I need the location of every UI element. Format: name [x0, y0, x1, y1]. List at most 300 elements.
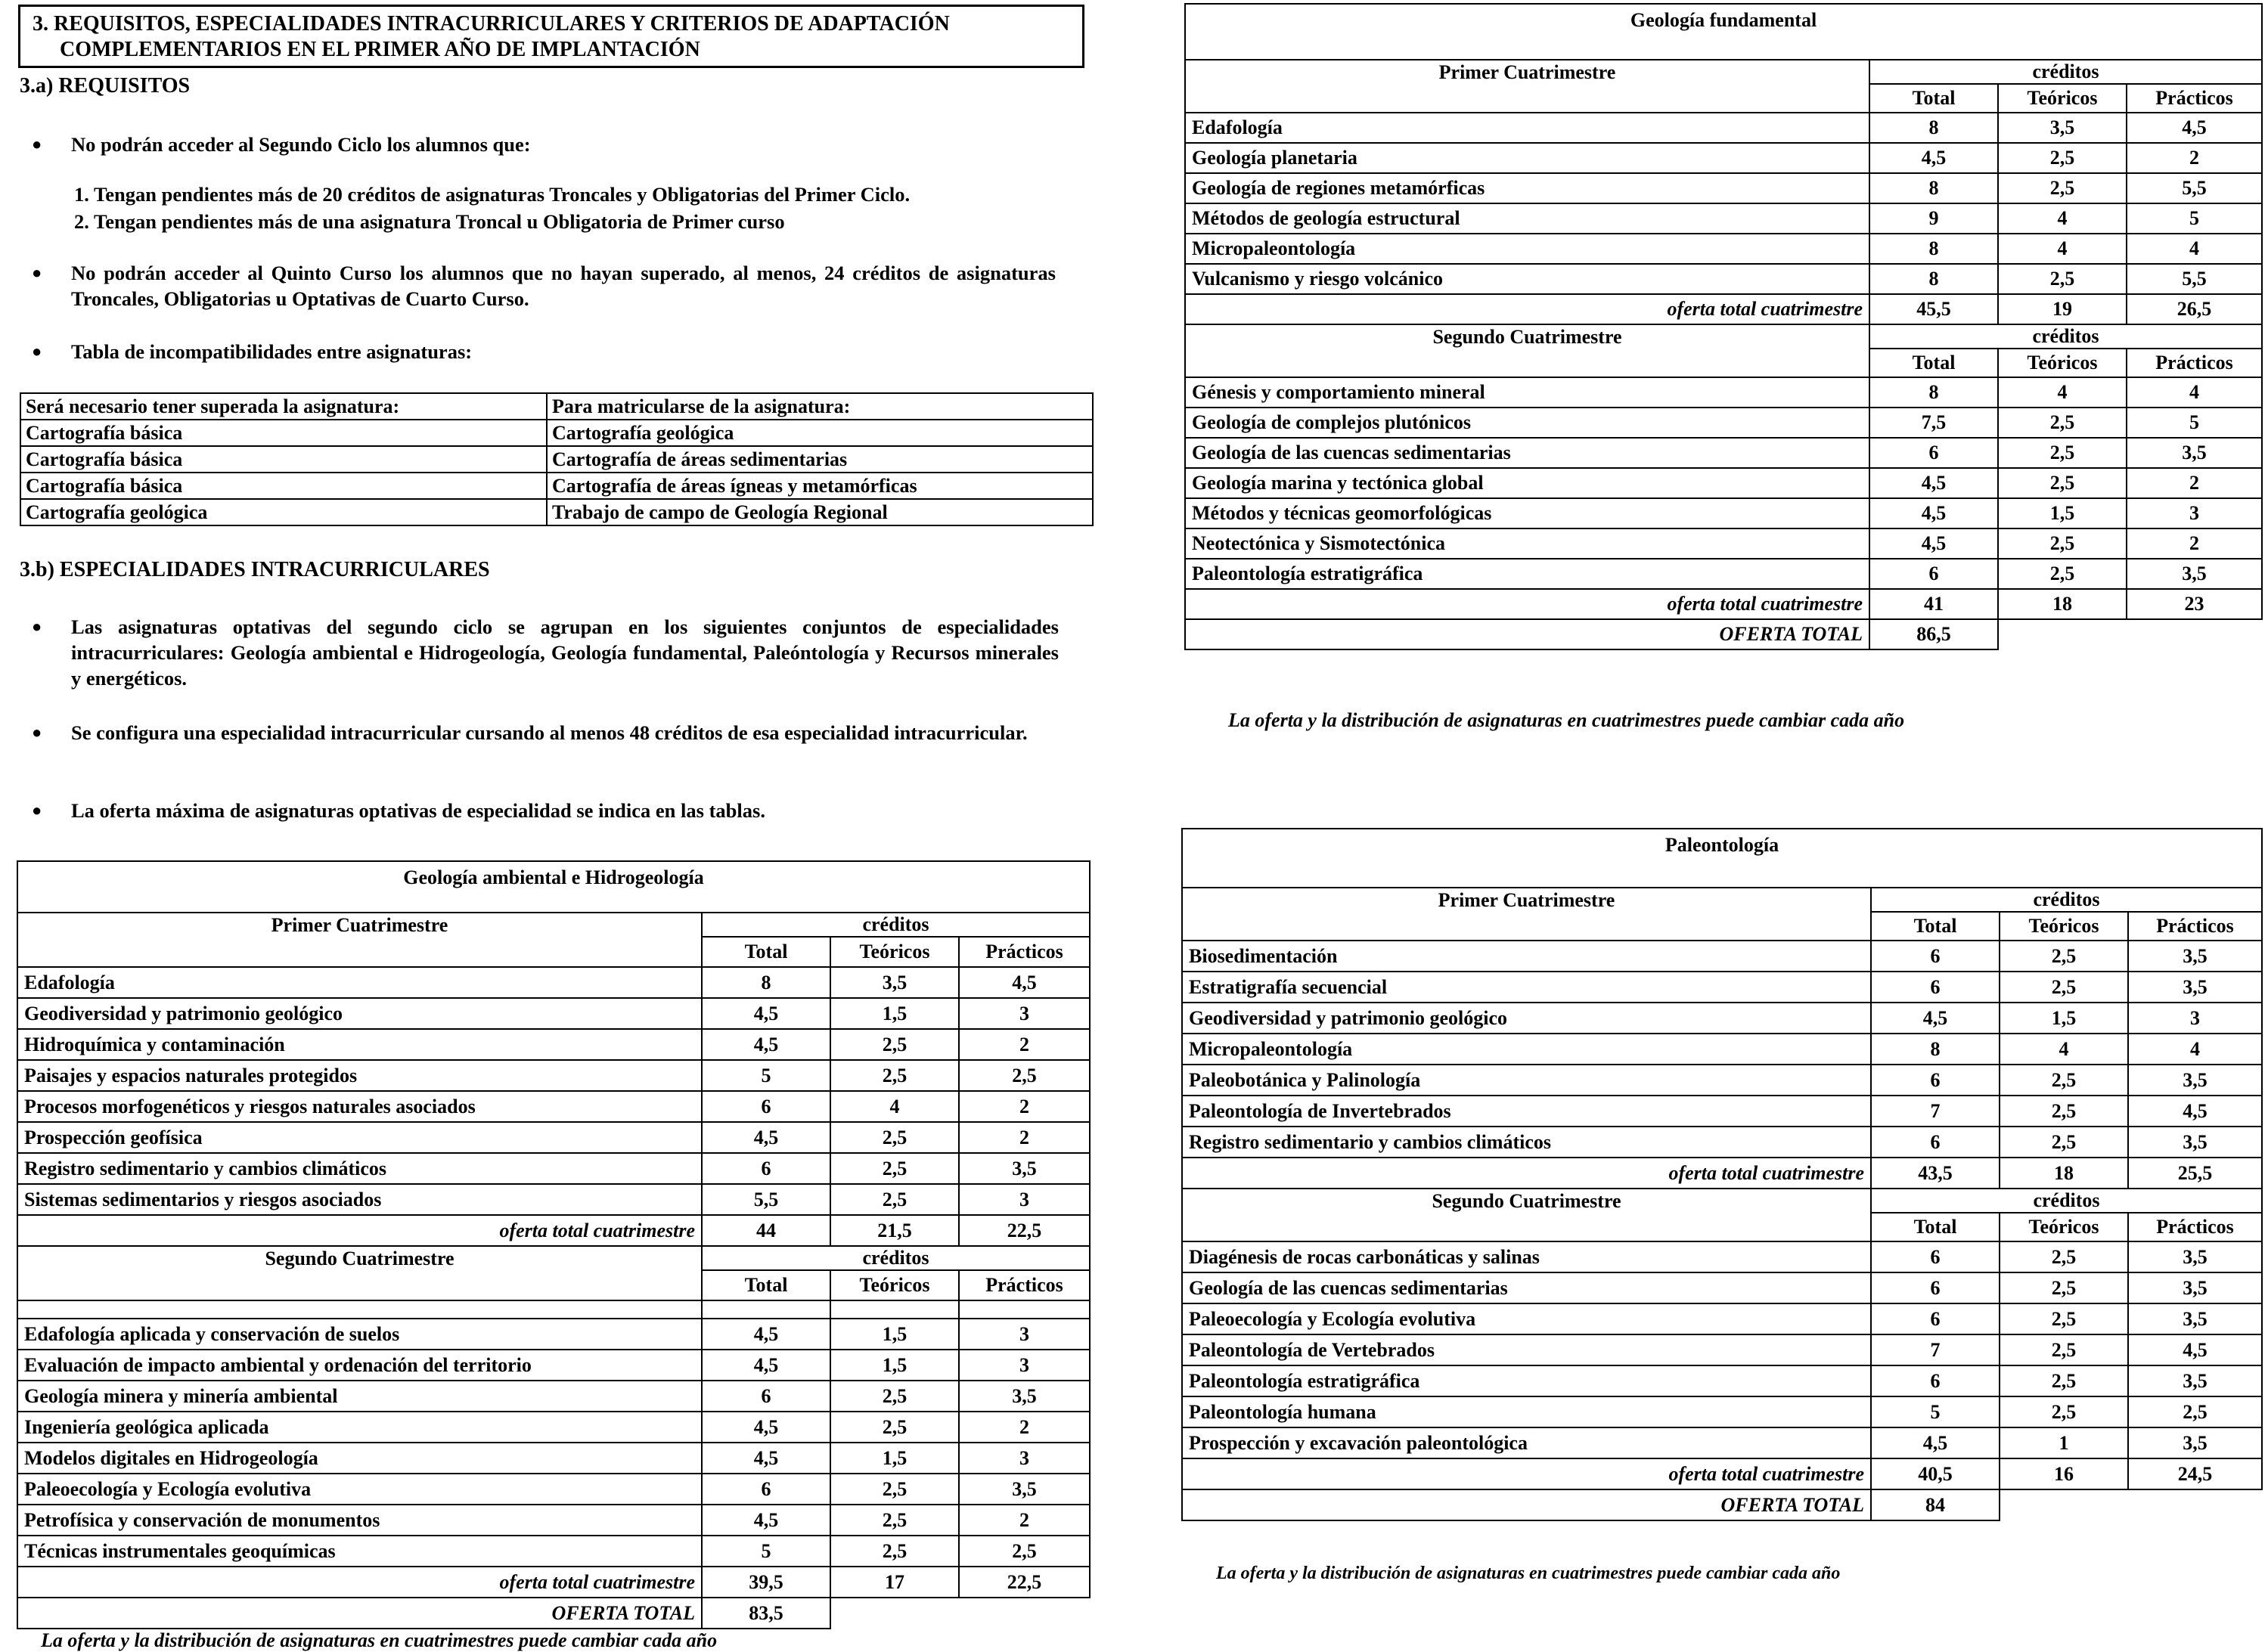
- credit-practicos: 2,5: [959, 1536, 1090, 1567]
- subject-name: Geología de las cuencas sedimentarias: [1185, 438, 1869, 468]
- table-row: [1185, 173, 2262, 203]
- note-fundamental: La oferta y la distribución de asignaturas en cuatrimestres puede cambiar cada año: [1228, 709, 1905, 731]
- oferta-cuatrimestre-label: oferta total cuatrimestre: [1185, 589, 1869, 619]
- bullet-dot: ●: [32, 723, 42, 742]
- table-row: [1185, 143, 2262, 173]
- credit-teoricos: 2,5: [1998, 468, 2127, 498]
- subject-name: Paleobotánica y Palinología: [1182, 1065, 1871, 1096]
- table-row: [17, 1153, 1090, 1184]
- credit-practicos: 2: [2127, 528, 2262, 559]
- credit-teoricos: 1,5: [1998, 498, 2127, 528]
- requisitos-bullet-2: ● No podrán acceder al Quinto Curso los alumnos que no hayan superado, al menos, 24 créditos de asignaturas Troncales, Obligatorias u Optativas de Cuarto Curso.: [32, 262, 1056, 310]
- credit-practicos: 2,5: [959, 1060, 1090, 1091]
- subject-name: Génesis y comportamiento mineral: [1185, 377, 1869, 408]
- oferta-cuatrimestre-total: 40,5: [1871, 1458, 2000, 1489]
- subject-name: Edafología aplicada y conservación de suelos: [17, 1319, 702, 1350]
- oferta-cuatrimestre-total: 39,5: [702, 1567, 830, 1598]
- credit-total: 6: [1871, 972, 2000, 1003]
- credit-teoricos: 2,5: [830, 1474, 959, 1505]
- credit-practicos: 3: [959, 1350, 1090, 1381]
- section-title-box: [18, 5, 1084, 68]
- credit-teoricos: 4: [1998, 234, 2127, 264]
- table-row: [17, 1319, 1090, 1350]
- oferta-cuatrimestre-practicos: 25,5: [2128, 1158, 2262, 1189]
- table-cell: Cartografía básica: [20, 420, 547, 446]
- table-row: [17, 913, 1090, 937]
- table-cell: Trabajo de campo de Geología Regional: [547, 499, 1093, 525]
- col-header-total: Total: [702, 1270, 830, 1300]
- empty-cell: [2000, 1489, 2128, 1520]
- creditos-label: créditos: [702, 1246, 1090, 1270]
- credit-practicos: 3,5: [2127, 559, 2262, 589]
- table-row: [1182, 1272, 2262, 1303]
- subject-name: Geología planetaria: [1185, 143, 1869, 173]
- bullet-dot: ●: [32, 263, 42, 282]
- note-ambiental: La oferta y la distribución de asignaturas en cuatrimestres puede cambiar cada año: [41, 1629, 718, 1651]
- table-row: [20, 420, 1093, 446]
- table-header-cell: Para matricularse de la asignatura:: [547, 393, 1093, 420]
- table-row: [17, 1350, 1090, 1381]
- subject-name: Geología de complejos plutónicos: [1185, 408, 1869, 438]
- credit-practicos: 3,5: [2128, 1272, 2262, 1303]
- subject-name: Paleoecología y Ecología evolutiva: [17, 1474, 702, 1505]
- credit-practicos: 3,5: [2128, 1065, 2262, 1096]
- credit-teoricos: 2,5: [2000, 1365, 2128, 1396]
- table-row: [20, 473, 1093, 499]
- credit-teoricos: 4: [1998, 377, 2127, 408]
- especialidades-bullet-1: ● Las asignaturas optativas del segundo ciclo se agrupan en los siguientes conjuntos de especialidades intracurriculares: Geología ambiental e Hidrogeología, Geología fundamental, Paleóntología y Recursos minerales y energéticos.: [32, 615, 1059, 690]
- table-row: [17, 1474, 1090, 1505]
- credit-teoricos: 4: [1998, 203, 2127, 234]
- table-row: [20, 393, 1093, 420]
- oferta-total-label: OFERTA TOTAL: [17, 1598, 702, 1629]
- credit-total: 7: [1871, 1096, 2000, 1127]
- subject-name: Métodos de geología estructural: [1185, 203, 1869, 234]
- subject-name: Geología marina y tectónica global: [1185, 468, 1869, 498]
- credit-total: 4,5: [702, 998, 830, 1029]
- subject-name: Paleontología de Vertebrados: [1182, 1334, 1871, 1365]
- credit-teoricos: 1,5: [830, 1443, 959, 1474]
- col-header-teoricos: Teóricos: [1998, 84, 2127, 113]
- credit-total: 6: [1869, 559, 1998, 589]
- oferta-cuatrimestre-label: oferta total cuatrimestre: [1182, 1458, 1871, 1489]
- table-row: [17, 1412, 1090, 1443]
- table-row: [1182, 829, 2262, 888]
- credit-teoricos: 1,5: [830, 1350, 959, 1381]
- table-row: [1182, 1334, 2262, 1365]
- credit-total: 5: [702, 1060, 830, 1091]
- credit-teoricos: 2,5: [2000, 1396, 2128, 1427]
- table-cell: Cartografía básica: [20, 446, 547, 473]
- subject-name: Petrofísica y conservación de monumentos: [17, 1505, 702, 1536]
- table-cell: Cartografía de áreas sedimentarias: [547, 446, 1093, 473]
- subject-name: Paleontología de Invertebrados: [1182, 1096, 1871, 1127]
- table-row: [1185, 113, 2262, 143]
- credit-teoricos: 2,5: [2000, 1334, 2128, 1365]
- table-row: [1182, 1489, 2262, 1520]
- credit-practicos: 3,5: [959, 1153, 1090, 1184]
- oferta-cuatrimestre-total: 41: [1869, 589, 1998, 619]
- oferta-total-label: OFERTA TOTAL: [1182, 1489, 1871, 1520]
- credit-total: 4,5: [702, 1412, 830, 1443]
- credit-practicos: 4,5: [959, 967, 1090, 998]
- credit-practicos: 3,5: [2128, 972, 2262, 1003]
- table-row: [1185, 498, 2262, 528]
- bullet-dot: ●: [32, 342, 42, 361]
- table-row: [1185, 619, 2262, 649]
- oferta-total-value: 84: [1871, 1489, 2000, 1520]
- table-cell: Cartografía geológica: [547, 420, 1093, 446]
- credit-teoricos: 1,5: [830, 998, 959, 1029]
- table-row: [17, 1505, 1090, 1536]
- bullet-dot: ●: [32, 801, 42, 820]
- spacer-cell: [830, 1300, 959, 1319]
- col-header-total: Total: [1871, 912, 2000, 941]
- table-row: [1185, 264, 2262, 294]
- oferta-cuatrimestre-teoricos: 18: [2000, 1158, 2128, 1189]
- credit-teoricos: 2,5: [2000, 1303, 2128, 1334]
- table-title: Geología ambiental e Hidrogeología: [17, 861, 1090, 913]
- credit-total: 4,5: [702, 1443, 830, 1474]
- empty-cell: [1998, 619, 2127, 649]
- credit-total: 8: [1869, 173, 1998, 203]
- header-spacer: [17, 937, 702, 967]
- subject-name: Evaluación de impacto ambiental y ordenación del territorio: [17, 1350, 702, 1381]
- credit-practicos: 3,5: [2128, 1365, 2262, 1396]
- credit-practicos: 3,5: [2128, 1127, 2262, 1158]
- subject-name: Diagénesis de rocas carbonáticas y salinas: [1182, 1241, 1871, 1272]
- table-cell: Cartografía geológica: [20, 499, 547, 525]
- bullet-dot: ●: [32, 135, 42, 153]
- credit-total: 4,5: [702, 1505, 830, 1536]
- credit-practicos: 2: [2127, 143, 2262, 173]
- credit-total: 6: [1871, 1241, 2000, 1272]
- credit-teoricos: 2,5: [1998, 528, 2127, 559]
- table-row: [1185, 60, 2262, 84]
- col-header-total: Total: [1869, 349, 1998, 377]
- credit-total: 4,5: [702, 1350, 830, 1381]
- table-row: [1182, 1241, 2262, 1272]
- requisito-item-1: 1. Tengan pendientes más de 20 créditos de asignaturas Troncales y Obligatorias del Primer Ciclo.: [74, 183, 911, 206]
- table-geologia-ambiental: [17, 860, 1091, 1629]
- subject-name: Geología de las cuencas sedimentarias: [1182, 1272, 1871, 1303]
- credit-teoricos: 2,5: [2000, 1241, 2128, 1272]
- credit-teoricos: 2,5: [830, 1060, 959, 1091]
- credit-practicos: 3: [2128, 1003, 2262, 1034]
- credit-total: 6: [1869, 438, 1998, 468]
- col-header-practicos: Prácticos: [959, 937, 1090, 967]
- table-row: [1182, 912, 2262, 941]
- credit-teoricos: 4: [830, 1091, 959, 1122]
- credit-practicos: 2: [959, 1091, 1090, 1122]
- table-row: [17, 937, 1090, 967]
- subject-name: Micropaleontología: [1185, 234, 1869, 264]
- credit-total: 8: [1869, 377, 1998, 408]
- table-paleontologia: [1181, 828, 2263, 1521]
- credit-teoricos: 1: [2000, 1427, 2128, 1458]
- credit-teoricos: 2,5: [830, 1184, 959, 1215]
- oferta-cuatrimestre-total: 43,5: [1871, 1158, 2000, 1189]
- table-row: [17, 1122, 1090, 1153]
- credit-practicos: 2: [959, 1505, 1090, 1536]
- oferta-cuatrimestre-teoricos: 18: [1998, 589, 2127, 619]
- subject-name: Micropaleontología: [1182, 1034, 1871, 1065]
- credit-practicos: 3,5: [2128, 1241, 2262, 1272]
- spacer-cell: [702, 1300, 830, 1319]
- spacer-cell: [959, 1300, 1090, 1319]
- table-row: [1182, 1158, 2262, 1189]
- subject-name: Paisajes y espacios naturales protegidos: [17, 1060, 702, 1091]
- col-header-teoricos: Teóricos: [830, 937, 959, 967]
- requisito-item-2: 2. Tengan pendientes más de una asignatura Troncal u Obligatoria de Primer curso: [74, 210, 785, 233]
- table-cell: Cartografía básica: [20, 473, 547, 499]
- col-header-teoricos: Teóricos: [2000, 912, 2128, 941]
- col-header-teoricos: Teóricos: [830, 1270, 959, 1300]
- table-row: [17, 967, 1090, 998]
- subject-name: Técnicas instrumentales geoquímicas: [17, 1536, 702, 1567]
- table-row: [17, 1381, 1090, 1412]
- table-title: Geología fundamental: [1185, 4, 2262, 60]
- credit-teoricos: 2,5: [1998, 143, 2127, 173]
- oferta-cuatrimestre-label: oferta total cuatrimestre: [17, 1215, 702, 1246]
- table-row: [1185, 349, 2262, 377]
- credit-teoricos: 1,5: [2000, 1003, 2128, 1034]
- table-row: [17, 1443, 1090, 1474]
- incompatibility-table: [20, 392, 1094, 526]
- table-row: [1185, 528, 2262, 559]
- credit-total: 6: [702, 1381, 830, 1412]
- subject-name: Sistemas sedimentarios y riesgos asociados: [17, 1184, 702, 1215]
- subject-name: Modelos digitales en Hidrogeología: [17, 1443, 702, 1474]
- credit-teoricos: 2,5: [830, 1505, 959, 1536]
- subject-name: Registro sedimentario y cambios climáticos: [17, 1153, 702, 1184]
- table-row: [1182, 1458, 2262, 1489]
- subject-name: Paleoecología y Ecología evolutiva: [1182, 1303, 1871, 1334]
- credit-practicos: 4: [2127, 234, 2262, 264]
- table-row: [1185, 84, 2262, 113]
- credit-teoricos: 2,5: [1998, 264, 2127, 294]
- credit-total: 8: [702, 967, 830, 998]
- subject-name: Prospección geofísica: [17, 1122, 702, 1153]
- credit-teoricos: 1,5: [830, 1319, 959, 1350]
- table-row: [17, 1060, 1090, 1091]
- col-header-total: Total: [1871, 1213, 2000, 1241]
- credit-total: 4,5: [1869, 468, 1998, 498]
- table-row: [1185, 468, 2262, 498]
- creditos-label: créditos: [1871, 888, 2262, 912]
- oferta-cuatrimestre-teoricos: 21,5: [830, 1215, 959, 1246]
- credit-practicos: 4,5: [2128, 1096, 2262, 1127]
- table-row: [1182, 941, 2262, 972]
- semester-label: Primer Cuatrimestre: [1182, 888, 1871, 912]
- col-header-total: Total: [702, 937, 830, 967]
- credit-teoricos: 2,5: [830, 1412, 959, 1443]
- credit-practicos: 3,5: [959, 1381, 1090, 1412]
- subject-name: Procesos morfogenéticos y riesgos naturales asociados: [17, 1091, 702, 1122]
- creditos-label: créditos: [702, 913, 1090, 937]
- creditos-label: créditos: [1869, 60, 2262, 84]
- table-row: [17, 1598, 1090, 1629]
- oferta-cuatrimestre-total: 45,5: [1869, 294, 1998, 324]
- requisitos-bullet-3: ● Tabla de incompatibilidades entre asignaturas:: [32, 340, 473, 363]
- empty-cell: [2128, 1489, 2262, 1520]
- oferta-cuatrimestre-label: oferta total cuatrimestre: [17, 1567, 702, 1598]
- table-row: [1182, 1303, 2262, 1334]
- credit-practicos: 2,5: [2128, 1396, 2262, 1427]
- especialidades-heading: 3.b) ESPECIALIDADES INTRACURRICULARES: [20, 558, 490, 581]
- semester-label: Segundo Cuatrimestre: [1185, 324, 1869, 349]
- credit-total: 4,5: [1871, 1003, 2000, 1034]
- credit-practicos: 2: [959, 1029, 1090, 1060]
- table-row: [1185, 4, 2262, 60]
- credit-total: 6: [702, 1091, 830, 1122]
- credit-total: 4,5: [1871, 1427, 2000, 1458]
- table-row: [17, 998, 1090, 1029]
- col-header-practicos: Prácticos: [2128, 912, 2262, 941]
- empty-cell: [959, 1598, 1090, 1629]
- semester-label: Primer Cuatrimestre: [1185, 60, 1869, 84]
- credit-total: 6: [1871, 1303, 2000, 1334]
- table-row: [1182, 1189, 2262, 1213]
- col-header-teoricos: Teóricos: [1998, 349, 2127, 377]
- credit-practicos: 3,5: [2127, 438, 2262, 468]
- subject-name: Estratigrafía secuencial: [1182, 972, 1871, 1003]
- table-row: [1185, 294, 2262, 324]
- credit-teoricos: 2,5: [830, 1122, 959, 1153]
- credit-total: 8: [1869, 234, 1998, 264]
- subject-name: Biosedimentación: [1182, 941, 1871, 972]
- table-row: [1182, 1127, 2262, 1158]
- header-spacer: [1182, 912, 1871, 941]
- table-row: [17, 1270, 1090, 1300]
- credit-total: 4,5: [1869, 143, 1998, 173]
- credit-teoricos: 2,5: [2000, 1127, 2128, 1158]
- table-row: [1185, 559, 2262, 589]
- oferta-cuatrimestre-teoricos: 19: [1998, 294, 2127, 324]
- subject-name: Paleontología estratigráfica: [1185, 559, 1869, 589]
- credit-practicos: 4: [2128, 1034, 2262, 1065]
- credit-total: 5,5: [702, 1184, 830, 1215]
- credit-total: 5: [702, 1536, 830, 1567]
- subject-name: Geodiversidad y patrimonio geológico: [1182, 1003, 1871, 1034]
- header-spacer: [1185, 84, 1869, 113]
- table-geologia-fundamental: [1184, 3, 2263, 650]
- credit-total: 6: [1871, 1127, 2000, 1158]
- header-spacer: [1185, 349, 1869, 377]
- especialidades-bullet-3: ● La oferta máxima de asignaturas optativas de especialidad se indica en las tablas.: [32, 799, 765, 822]
- col-header-practicos: Prácticos: [2128, 1213, 2262, 1241]
- subject-name: Geología minera y minería ambiental: [17, 1381, 702, 1412]
- table-row: [20, 446, 1093, 473]
- credit-total: 4,5: [702, 1319, 830, 1350]
- table-row: [1185, 234, 2262, 264]
- table-row: [20, 499, 1093, 525]
- oferta-cuatrimestre-teoricos: 17: [830, 1567, 959, 1598]
- subject-name: Hidroquímica y contaminación: [17, 1029, 702, 1060]
- credit-teoricos: 2,5: [1998, 559, 2127, 589]
- credit-practicos: 5: [2127, 203, 2262, 234]
- table-row: [1185, 203, 2262, 234]
- col-header-practicos: Prácticos: [959, 1270, 1090, 1300]
- table-row: [17, 1246, 1090, 1270]
- empty-cell: [2127, 619, 2262, 649]
- oferta-cuatrimestre-label: oferta total cuatrimestre: [1185, 294, 1869, 324]
- table-row: [1185, 377, 2262, 408]
- credit-practicos: 3: [959, 998, 1090, 1029]
- credit-practicos: 5: [2127, 408, 2262, 438]
- credit-teoricos: 2,5: [2000, 1065, 2128, 1096]
- credit-total: 6: [1871, 941, 2000, 972]
- credit-practicos: 2: [959, 1412, 1090, 1443]
- section-title-line1: 3. REQUISITOS, ESPECIALIDADES INTRACURRICULARES Y CRITERIOS DE ADAPTACIÓN: [33, 12, 950, 36]
- table-cell: Cartografía de áreas ígneas y metamórficas: [547, 473, 1093, 499]
- table-row: [1182, 1034, 2262, 1065]
- credit-practicos: 2: [959, 1122, 1090, 1153]
- credit-total: 8: [1871, 1034, 2000, 1065]
- empty-cell: [830, 1598, 959, 1629]
- col-header-practicos: Prácticos: [2127, 349, 2262, 377]
- oferta-cuatrimestre-practicos: 26,5: [2127, 294, 2262, 324]
- subject-name: Geología de regiones metamórficas: [1185, 173, 1869, 203]
- note-paleontologia: La oferta y la distribución de asignaturas en cuatrimestres puede cambiar cada año: [1216, 1564, 1841, 1583]
- requisitos-bullet-1: ● No podrán acceder al Segundo Ciclo los alumnos que:: [32, 133, 531, 156]
- bullet-dot: ●: [32, 617, 42, 636]
- subject-name: Registro sedimentario y cambios climáticos: [1182, 1127, 1871, 1158]
- credit-practicos: 3,5: [2128, 1303, 2262, 1334]
- credit-teoricos: 2,5: [2000, 1272, 2128, 1303]
- subject-name: Métodos y técnicas geomorfológicas: [1185, 498, 1869, 528]
- table-row: [17, 1029, 1090, 1060]
- oferta-total-value: 86,5: [1869, 619, 1998, 649]
- subject-name: Vulcanismo y riesgo volcánico: [1185, 264, 1869, 294]
- credit-total: 9: [1869, 203, 1998, 234]
- col-header-practicos: Prácticos: [2127, 84, 2262, 113]
- header-spacer: [1182, 1213, 1871, 1241]
- especialidades-bullet-2: ● Se configura una especialidad intracurricular cursando al menos 48 créditos de esa especialidad intracurricular.: [32, 721, 1028, 744]
- credit-practicos: 4: [2127, 377, 2262, 408]
- table-row: [17, 1091, 1090, 1122]
- col-header-teoricos: Teóricos: [2000, 1213, 2128, 1241]
- credit-total: 8: [1869, 264, 1998, 294]
- credit-total: 8: [1869, 113, 1998, 143]
- credit-total: 4,5: [1869, 498, 1998, 528]
- table-row: [17, 1184, 1090, 1215]
- credit-total: 6: [1871, 1365, 2000, 1396]
- credit-total: 6: [1871, 1065, 2000, 1096]
- credit-practicos: 2: [2127, 468, 2262, 498]
- subject-name: Paleontología estratigráfica: [1182, 1365, 1871, 1396]
- creditos-label: créditos: [1871, 1189, 2262, 1213]
- credit-practicos: 5,5: [2127, 264, 2262, 294]
- table-row: [1182, 1396, 2262, 1427]
- credit-total: 7: [1871, 1334, 2000, 1365]
- credit-teoricos: 2,5: [830, 1536, 959, 1567]
- subject-name: Paleontología humana: [1182, 1396, 1871, 1427]
- subject-name: Edafología: [17, 967, 702, 998]
- oferta-total-label: OFERTA TOTAL: [1185, 619, 1869, 649]
- table-row: [17, 861, 1090, 913]
- table-row: [17, 1536, 1090, 1567]
- table-row: [1185, 438, 2262, 468]
- credit-teoricos: 3,5: [830, 967, 959, 998]
- credit-total: 4,5: [702, 1122, 830, 1153]
- credit-practicos: 3: [959, 1184, 1090, 1215]
- oferta-cuatrimestre-total: 44: [702, 1215, 830, 1246]
- table-row: [1185, 408, 2262, 438]
- credit-teoricos: 2,5: [830, 1029, 959, 1060]
- credit-teoricos: 2,5: [1998, 408, 2127, 438]
- oferta-cuatrimestre-practicos: 22,5: [959, 1215, 1090, 1246]
